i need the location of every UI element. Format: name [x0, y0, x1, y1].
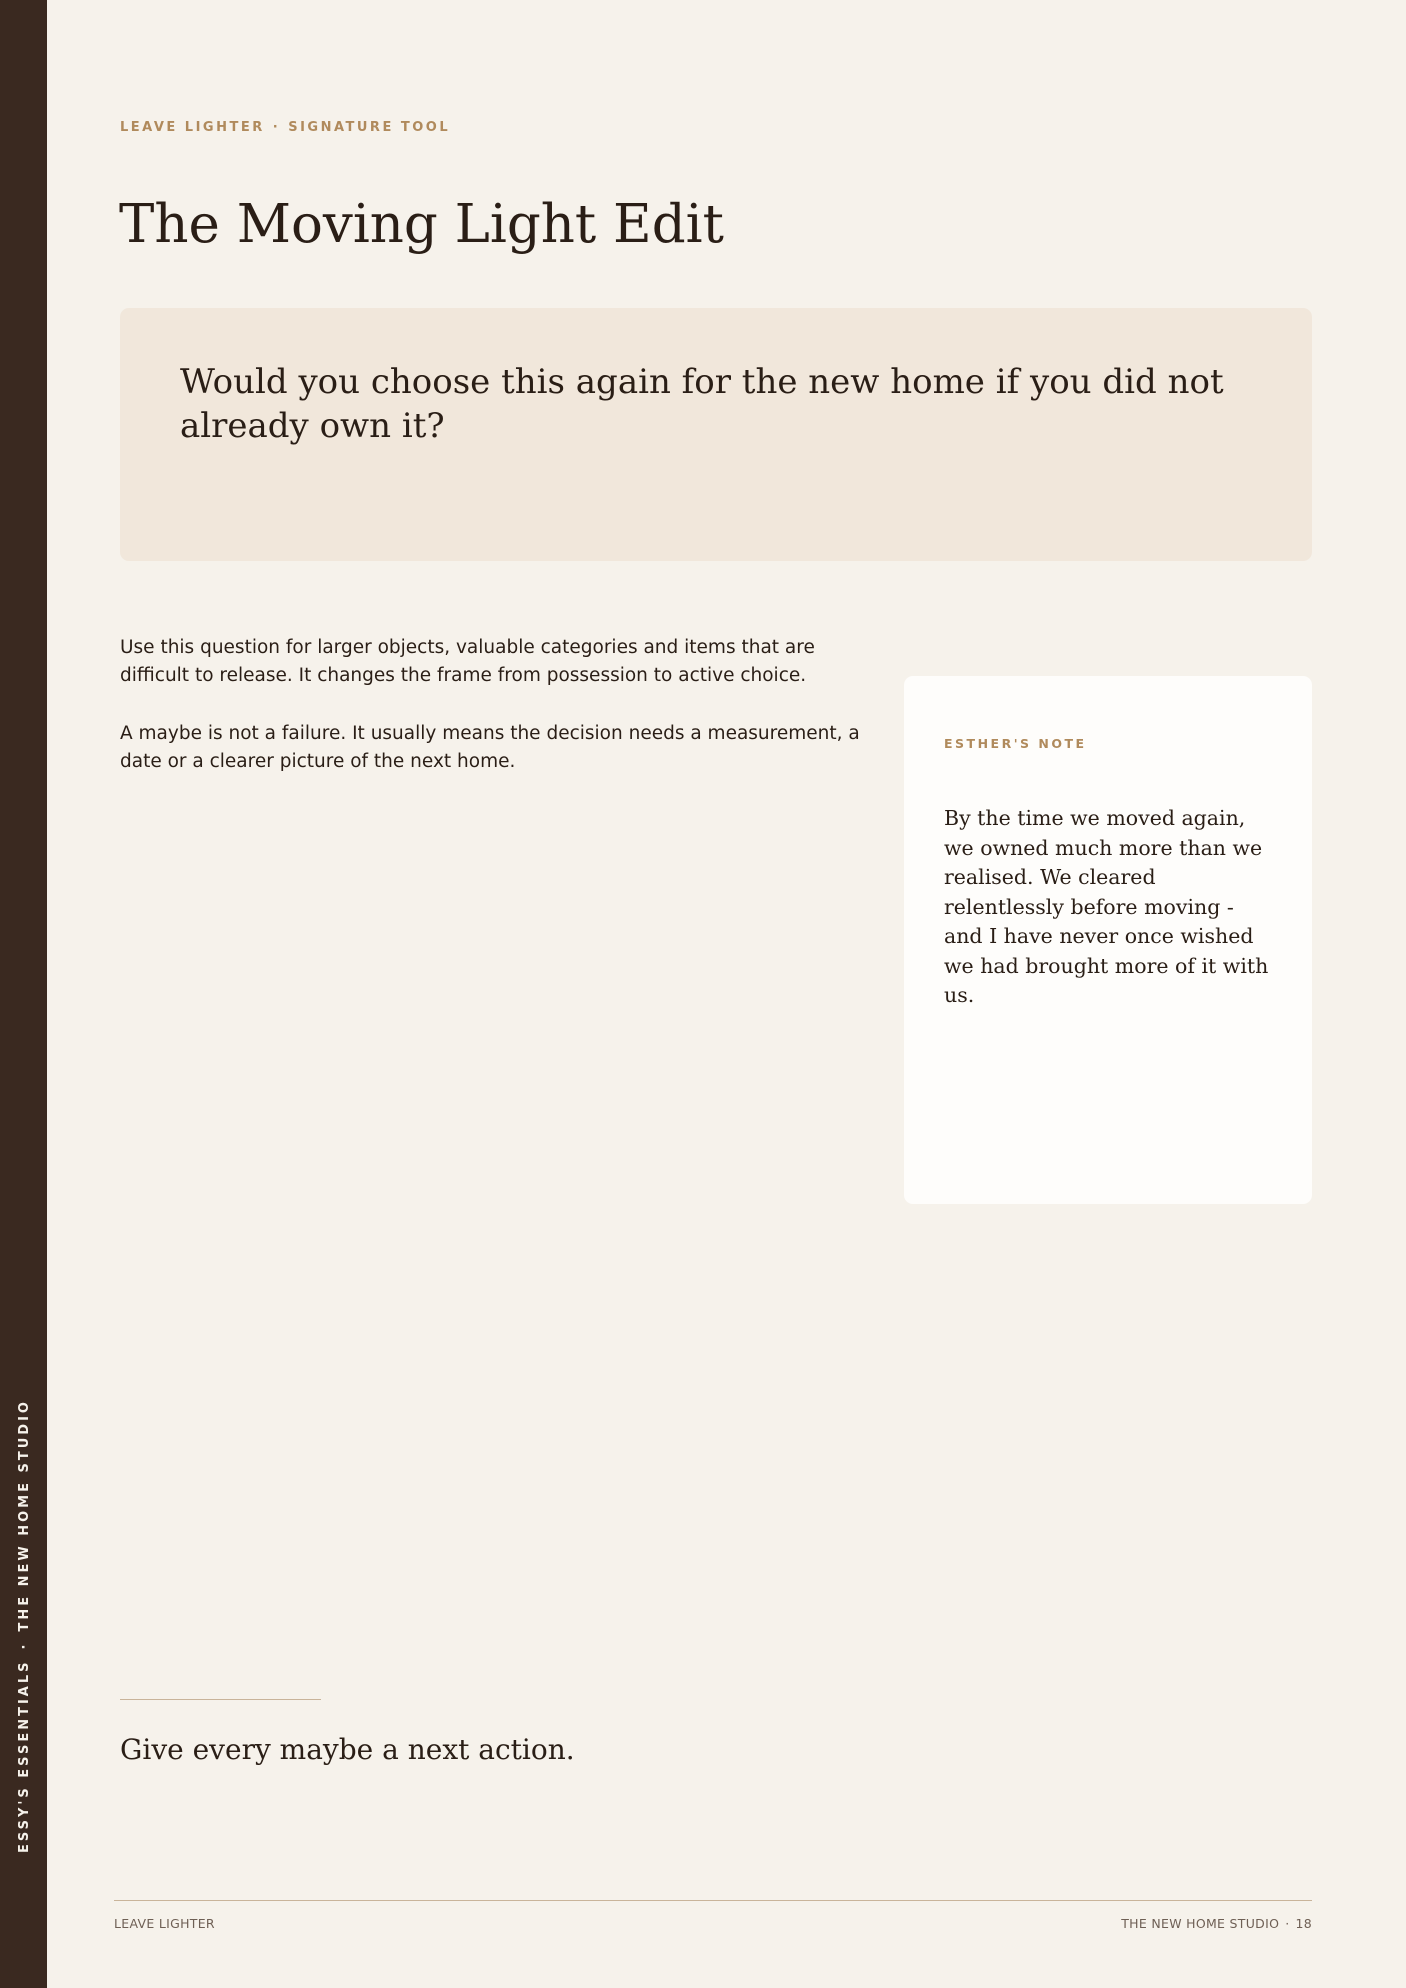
sidebar: [0, 0, 47, 1988]
footer-separator: ·: [1285, 1916, 1290, 1931]
section-eyebrow: [120, 120, 450, 135]
page-title: The Moving Light Edit: [119, 194, 724, 255]
footer-section: LEAVE LIGHTER: [114, 1916, 215, 1931]
note-label: ESTHER'S NOTE: [944, 736, 1087, 751]
footer-studio: THE NEW HOME STUDIO: [1121, 1916, 1280, 1931]
sidebar-brand: ESSY'S ESSENTIALS: [17, 1659, 32, 1853]
body-paragraph: A maybe is not a failure. It usually means the decision needs a measurement, a date or a clearer picture of the next home.: [120, 723, 860, 772]
esthers-note-card: [904, 676, 1312, 1204]
body-paragraph: Use this question for larger objects, valuable categories and items that are difficult to release. It changes the frame from possession to active choice.: [120, 637, 815, 686]
question-box: [120, 308, 1312, 561]
closing-statement: Give every maybe a next action.: [120, 1733, 575, 1766]
closing-divider: [120, 1699, 321, 1700]
body-column: [120, 634, 880, 806]
footer-divider: [114, 1900, 1312, 1901]
eyebrow-tool: SIGNATURE TOOL: [288, 120, 451, 135]
eyebrow-section: LEAVE LIGHTER: [120, 120, 265, 135]
page-number: 18: [1295, 1916, 1312, 1931]
sidebar-separator: ·: [17, 1641, 32, 1650]
eyebrow-separator: ·: [272, 120, 281, 135]
question-text: Would you choose this again for the new home if you did not already own it?: [180, 362, 1224, 446]
sidebar-vertical-label: [17, 1399, 33, 1853]
note-text: By the time we moved again, we owned much more than we realised. We cleared relentlessly before moving - and I have never once wished we had brought more of it with us.: [944, 806, 1269, 1007]
footer-right: [1121, 1916, 1312, 1931]
sidebar-studio: THE NEW HOME STUDIO: [17, 1399, 32, 1632]
